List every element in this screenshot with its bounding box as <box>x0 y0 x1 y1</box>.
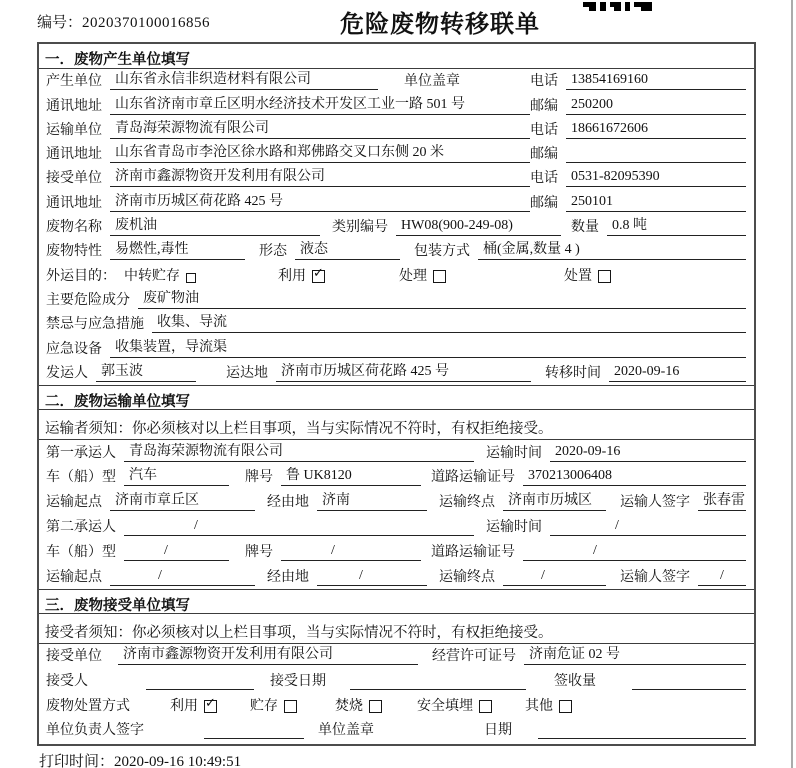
row-measures <box>39 312 754 336</box>
purpose-option-treat-label: 处理 <box>399 268 427 284</box>
carrier2-via-field: / <box>317 567 427 586</box>
receiver-unit-field: 济南市鑫源物资开发利用有限公司 <box>110 168 530 187</box>
carrier1-sign-field: 张春雷 <box>698 492 746 511</box>
carrier2-terminal-label: 运输终点 <box>439 569 495 585</box>
carrier2-terminal-field: / <box>503 567 606 586</box>
row-disposal <box>39 693 754 718</box>
carrier1-vehicle-field: 汽车 <box>124 467 229 486</box>
head-sign-field <box>204 721 304 739</box>
row-producer-address <box>39 93 754 117</box>
producer-address-label: 通讯地址 <box>46 98 102 114</box>
measures-label: 禁忌与应急措施 <box>46 317 144 333</box>
row-carrier1-route <box>39 489 754 514</box>
carrier1-sign-label: 运输人签字 <box>620 495 690 511</box>
disposal-other-label: 其他 <box>525 699 553 715</box>
row-hazard <box>39 288 754 312</box>
carrier2-sign-label: 运输人签字 <box>620 569 690 585</box>
carrier1-permit-label: 道路运输证号 <box>431 470 515 486</box>
disposal-storage-checkbox <box>284 700 297 713</box>
row-carrier2 <box>39 514 754 539</box>
section-receiver-header: 三．废物接受单位填写 <box>39 589 754 614</box>
acceptor-label: 接受人 <box>46 674 88 690</box>
packing-field: 桶(金属,数量 4 ) <box>478 241 746 260</box>
receiver-notice: 接受者须知：你必须核对以上栏目事项，当与实际情况不符时，有权拒绝接受。 <box>39 614 754 644</box>
purpose-treat-checkbox <box>433 270 446 283</box>
producer-phone-field: 13854169160 <box>566 71 746 90</box>
carrier1-time-label: 运输时间 <box>486 445 542 461</box>
disposal-landfill-checkbox <box>479 700 492 713</box>
carrier1-via-label: 经由地 <box>267 495 309 511</box>
category-label: 类别编号 <box>332 220 388 236</box>
page-title: 危险废物转移联单 <box>340 11 540 38</box>
receiver-zip-field: 250101 <box>566 193 746 212</box>
print-time-label: 打印时间： <box>39 754 115 768</box>
carrier1-time-field: 2020-09-16 <box>550 443 746 462</box>
disposal-use-label: 利用 <box>170 699 198 715</box>
transporter-notice: 运输者须知：你必须核对以上栏目事项，当与实际情况不符时，有权拒绝接受。 <box>39 410 754 440</box>
row-transport-address <box>39 142 754 166</box>
row-equipment <box>39 336 754 360</box>
date-label: 日期 <box>484 723 512 739</box>
producer-zip-field: 250200 <box>566 96 746 115</box>
hazard-field: 废矿物油 <box>138 290 746 309</box>
producer-unit-field: 山东省永信非织造材料有限公司 <box>110 71 378 90</box>
print-time-value: 2020-09-16 10:49:51 <box>114 754 242 768</box>
page-right-edge <box>791 0 793 768</box>
producer-address-field: 山东省济南市章丘区明水经济技术开发区工业一路 501 号 <box>110 96 530 115</box>
waste-property-field: 易燃性,毒性 <box>110 241 245 260</box>
license-field: 济南危证 02 号 <box>524 646 746 665</box>
shipper-field: 郭玉波 <box>96 363 196 382</box>
equipment-label: 应急设备 <box>46 341 102 357</box>
carrier1-field: 青岛海荣源物流有限公司 <box>124 443 474 462</box>
section-producer-header: 一．废物产生单位填写 <box>39 44 754 69</box>
purpose-storage-checkbox <box>186 273 196 283</box>
producer-phone-label: 电话 <box>530 74 558 90</box>
carrier2-origin-field: / <box>110 567 255 586</box>
section-transporter <box>39 385 754 589</box>
disposal-use-checkbox <box>204 700 217 713</box>
row-carrier2-route <box>39 564 754 589</box>
carrier1-plate-field: 鲁 UK8120 <box>281 467 421 486</box>
serial-number-label: 编号： <box>37 15 83 31</box>
purpose-option-dispose-label: 处置 <box>564 268 592 284</box>
purpose-label: 外运目的： <box>46 268 116 284</box>
waste-name-label: 废物名称 <box>46 220 102 236</box>
transport-zip-field <box>566 145 746 163</box>
transfer-time-label: 转移时间 <box>545 365 601 381</box>
carrier1-origin-field: 济南市章丘区 <box>110 492 255 511</box>
quantity-label: 数量 <box>571 220 599 236</box>
producer-zip-label: 邮编 <box>530 98 558 114</box>
carrier2-plate-field: / <box>281 542 421 561</box>
disposal-storage-label: 贮存 <box>250 699 278 715</box>
row-carrier1-vehicle <box>39 465 754 490</box>
purpose-option-storage-label: 中转贮存 <box>124 268 180 284</box>
destination-field: 济南市历城区荷花路 425 号 <box>276 363 531 382</box>
row-waste-property <box>39 239 754 263</box>
carrier2-label: 第二承运人 <box>46 520 116 536</box>
transport-phone-label: 电话 <box>530 122 558 138</box>
row-head-signature <box>39 718 754 744</box>
transport-unit-label: 运输单位 <box>46 122 102 138</box>
waste-property-label: 废物特性 <box>46 244 102 260</box>
producer-unit-label: 产生单位 <box>46 74 102 90</box>
carrier1-via-field: 济南 <box>317 492 427 511</box>
head-sign-label: 单位负责人签字 <box>46 723 144 739</box>
transport-unit-field: 青岛海荣源物流有限公司 <box>110 120 530 139</box>
received-qty-field <box>632 672 746 690</box>
disposal-other-checkbox <box>559 700 572 713</box>
measures-field: 收集、导流 <box>152 314 746 333</box>
carrier2-permit-field: / <box>523 542 746 561</box>
transport-phone-field: 18661672606 <box>566 120 746 139</box>
category-field: HW08(900-249-08) <box>396 217 561 236</box>
receiver-address-label: 通讯地址 <box>46 195 102 211</box>
transport-address-label: 通讯地址 <box>46 147 102 163</box>
transport-zip-label: 邮编 <box>530 147 558 163</box>
accept-date-label: 接受日期 <box>270 674 326 690</box>
manifest-form-table <box>37 42 756 746</box>
carrier2-permit-label: 道路运输证号 <box>431 544 515 560</box>
carrier2-origin-label: 运输起点 <box>46 569 102 585</box>
destination-label: 运达地 <box>226 365 268 381</box>
equipment-field: 收集装置，导流渠 <box>110 339 746 358</box>
transfer-time-field: 2020-09-16 <box>609 363 746 382</box>
received-qty-label: 签收量 <box>554 674 596 690</box>
purpose-use-checkbox <box>312 270 325 283</box>
disposal-label: 废物处置方式 <box>46 699 130 715</box>
carrier2-time-field: / <box>550 517 746 536</box>
row-carrier2-vehicle <box>39 539 754 564</box>
disposal-incinerate-label: 焚烧 <box>335 699 363 715</box>
row-receive-unit <box>39 644 754 669</box>
receive-unit-field: 济南市鑫源物资开发利用有限公司 <box>118 646 418 665</box>
carrier1-origin-label: 运输起点 <box>46 495 102 511</box>
waste-name-field: 废机油 <box>110 217 320 236</box>
row-transport-unit <box>39 118 754 142</box>
carrier1-terminal-field: 济南市历城区 <box>503 492 606 511</box>
section-transporter-header: 二．废物运输单位填写 <box>39 385 754 410</box>
row-waste-name <box>39 215 754 239</box>
transport-address-field: 山东省青岛市李沧区徐水路和郑佛路交叉口东侧 20 米 <box>110 144 530 163</box>
serial-number-value: 2020370100016856 <box>82 15 211 31</box>
carrier1-label: 第一承运人 <box>46 445 116 461</box>
shipper-label: 发运人 <box>46 365 88 381</box>
unit-seal2-label: 单位盖章 <box>318 723 374 739</box>
carrier2-time-label: 运输时间 <box>486 520 542 536</box>
purpose-option-use-label: 利用 <box>278 268 306 284</box>
receive-unit-label: 接受单位 <box>46 649 102 665</box>
acceptor-field <box>146 672 254 690</box>
quantity-field: 0.8 吨 <box>607 217 746 236</box>
carrier2-sign-field: / <box>698 567 746 586</box>
row-receiver-unit <box>39 166 754 190</box>
purpose-dispose-checkbox <box>598 270 611 283</box>
receiver-unit-label: 接受单位 <box>46 171 102 187</box>
receiver-phone-label: 电话 <box>530 171 558 187</box>
form-label: 形态 <box>259 244 287 260</box>
row-producer-unit <box>39 69 754 93</box>
receiver-zip-label: 邮编 <box>530 195 558 211</box>
carrier1-permit-field: 370213006408 <box>523 467 746 486</box>
form-field: 液态 <box>295 241 400 260</box>
carrier2-vehicle-label: 车（船）型 <box>46 544 116 560</box>
hazard-label: 主要危险成分 <box>46 292 130 308</box>
row-shipper <box>39 361 754 385</box>
date-field <box>538 721 746 739</box>
carrier2-vehicle-field: / <box>124 542 229 561</box>
row-carrier1 <box>39 440 754 465</box>
carrier1-terminal-label: 运输终点 <box>439 495 495 511</box>
row-acceptor <box>39 668 754 693</box>
accept-date-field <box>350 672 526 690</box>
disposal-landfill-label: 安全填埋 <box>417 699 473 715</box>
carrier2-field: / <box>124 517 474 536</box>
carrier1-vehicle-label: 车（船）型 <box>46 470 116 486</box>
qr-code-icon <box>583 0 653 11</box>
packing-label: 包装方式 <box>414 244 470 260</box>
receiver-phone-field: 0531-82095390 <box>566 168 746 187</box>
section-producer <box>39 44 754 385</box>
unit-seal-label: 单位盖章 <box>404 74 460 90</box>
carrier2-via-label: 经由地 <box>267 569 309 585</box>
section-receiver <box>39 589 754 744</box>
carrier2-plate-label: 牌号 <box>245 544 273 560</box>
row-receiver-address <box>39 190 754 214</box>
print-time <box>39 750 241 768</box>
disposal-incinerate-checkbox <box>369 700 382 713</box>
carrier1-plate-label: 牌号 <box>245 470 273 486</box>
license-label: 经营许可证号 <box>432 649 516 665</box>
receiver-address-field: 济南市历城区荷花路 425 号 <box>110 193 530 212</box>
row-purpose <box>39 263 754 287</box>
